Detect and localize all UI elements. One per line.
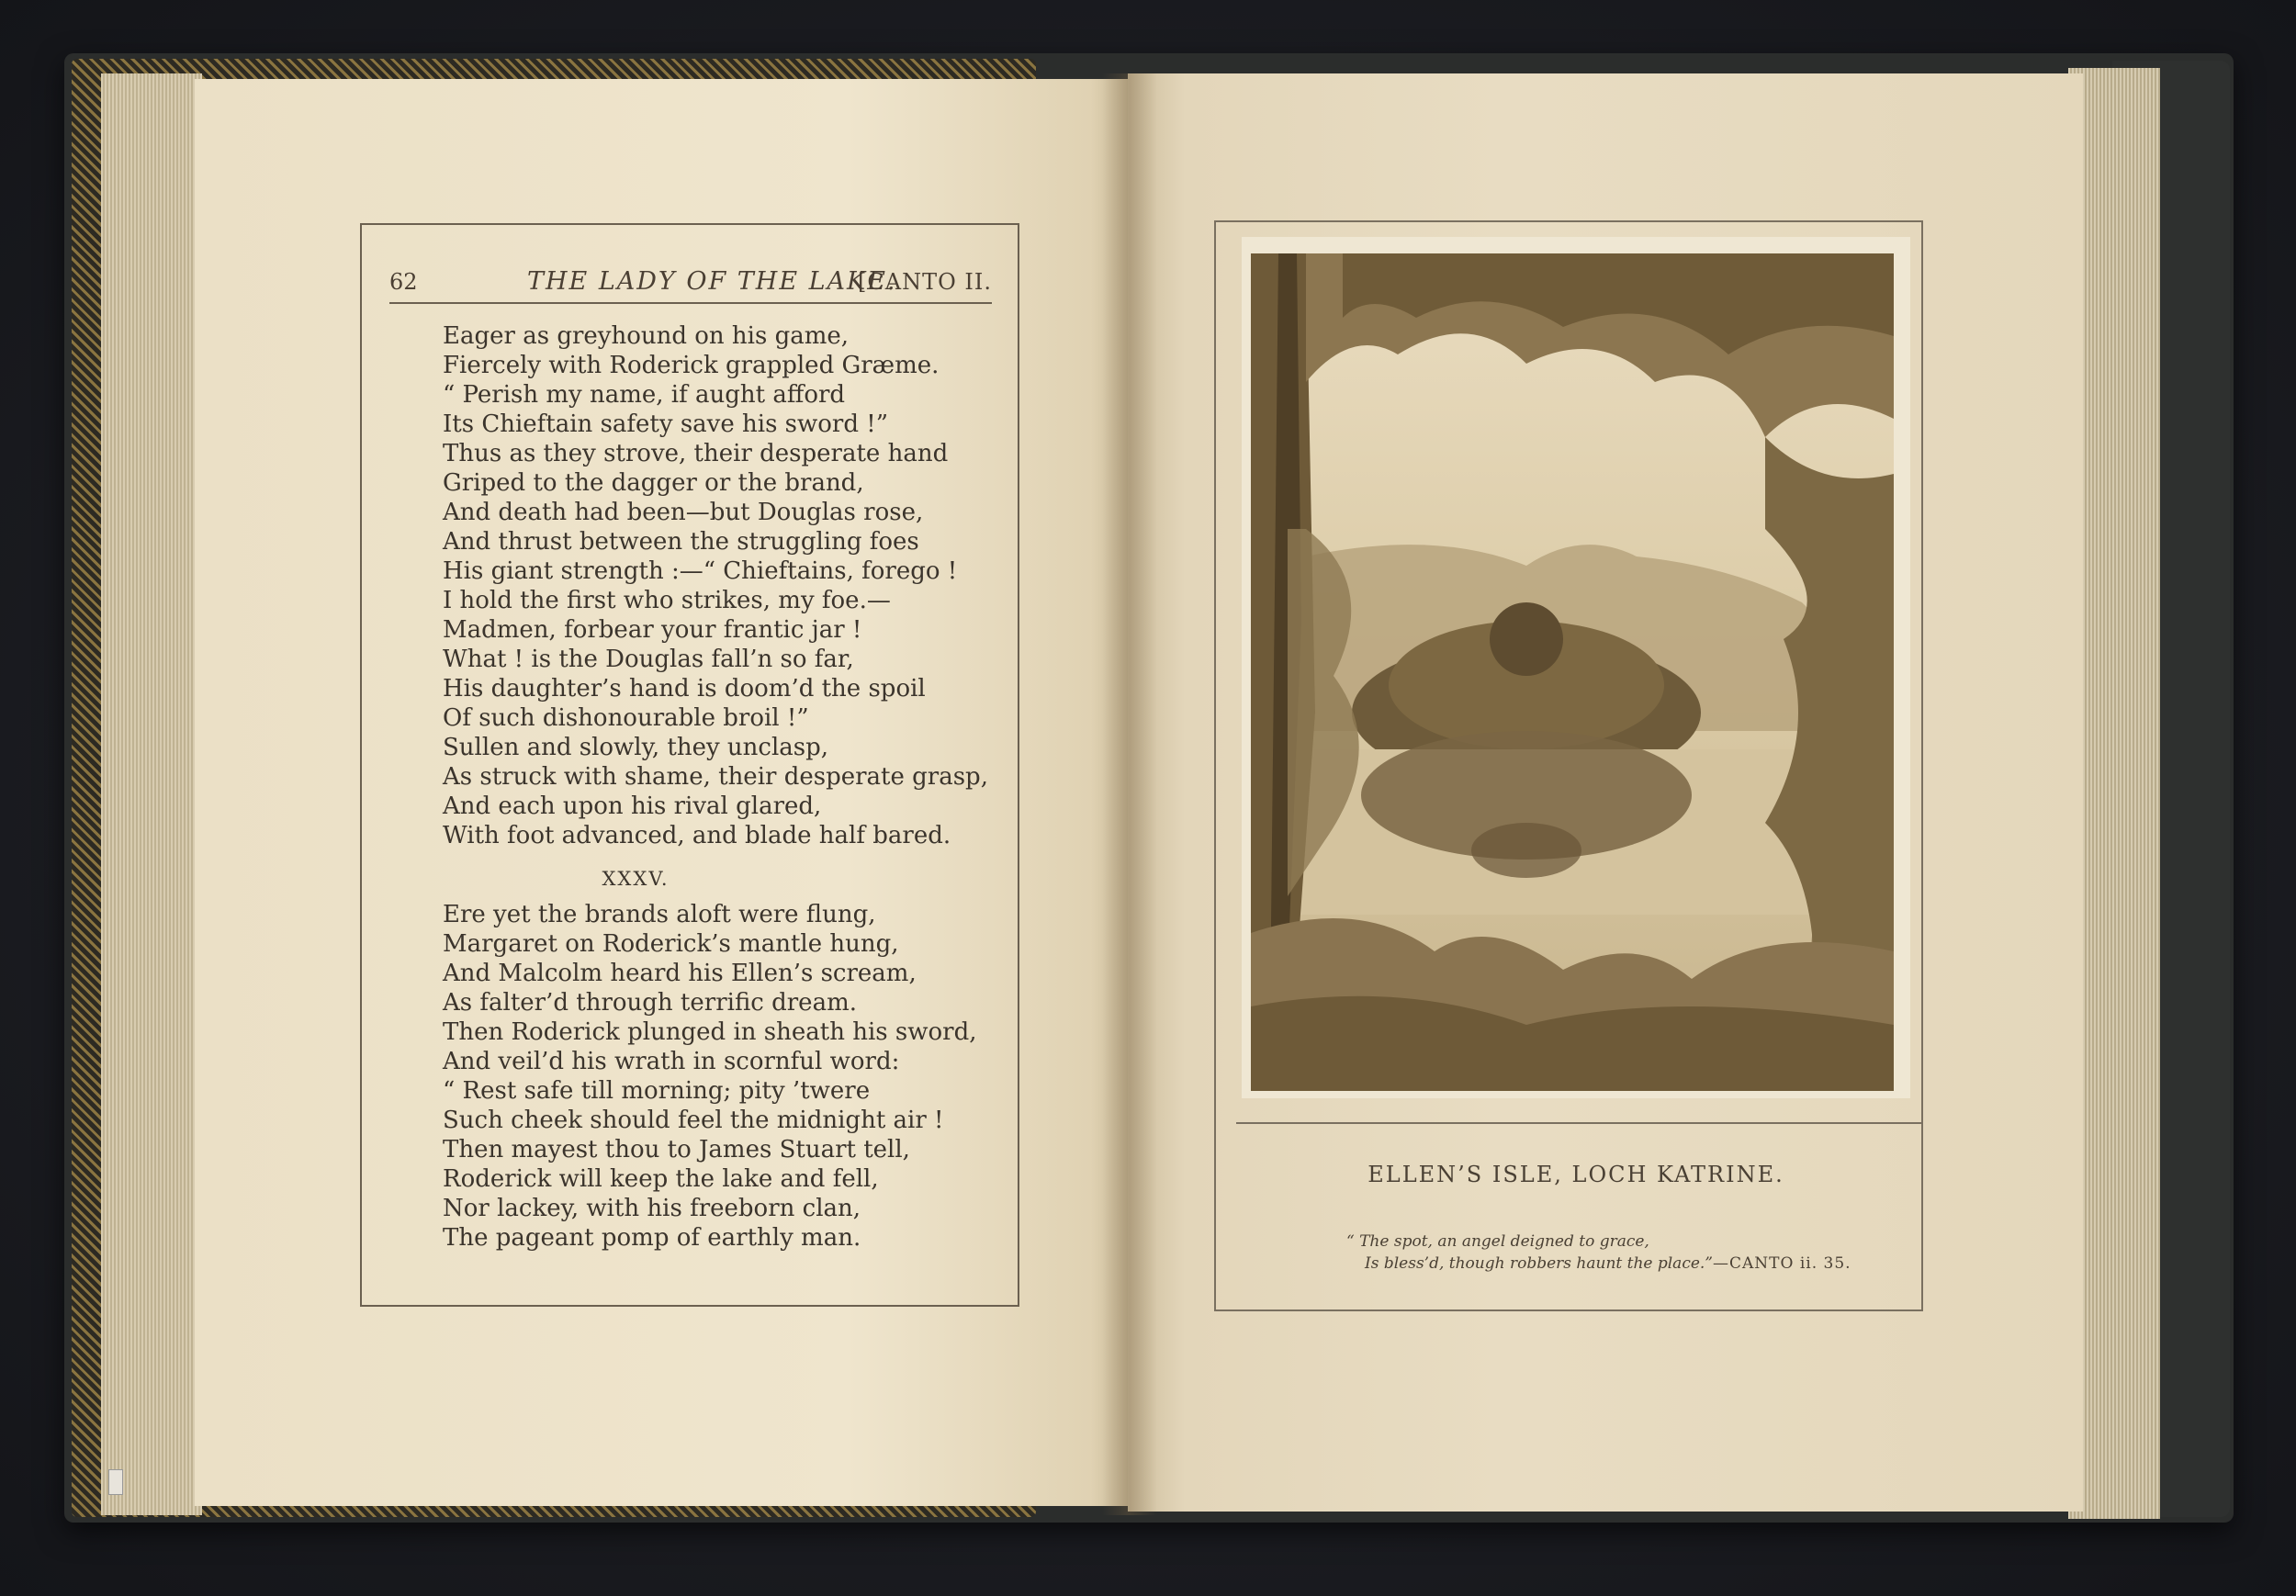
page-number: 62 [389,269,418,295]
landscape-photo-image [1251,253,1894,1091]
poem-line: Sullen and slowly, they unclasp, [443,734,829,761]
poem-line: Madmen, forbear your frantic jar ! [443,616,862,644]
poem-line: Ere yet the brands aloft were flung, [443,901,876,928]
poem-line: As falter’d through terrific dream. [443,989,857,1017]
poem-line: With foot advanced, and blade half bared. [443,822,951,849]
running-title: THE LADY OF THE LAKE. [527,267,897,296]
poem-line: As struck with shame, their desperate grasp, [443,763,988,791]
poem-line: Such cheek should feel the midnight air ! [443,1107,944,1134]
bookmark-tab [108,1469,123,1495]
poem-text [443,321,994,1253]
poem-line: And thrust between the struggling foes [443,528,919,556]
poem-line: Then mayest thou to James Stuart tell, [443,1136,910,1163]
quote-reference: —CANTO ii. 35. [1713,1254,1851,1273]
poem-line: Margaret on Roderick’s mantle hung, [443,930,899,958]
plate-caption: ELLEN’S ISLE, LOCH KATRINE. [1367,1162,1784,1187]
poem-line: Of such dishonourable broil !” [443,704,809,732]
plate-rule [1236,1122,1923,1124]
poem-line: I hold the first who strikes, my foe.— [443,587,891,614]
poem-line: “ Perish my name, if aught afford [443,381,846,409]
poem-line: Nor lackey, with his freeborn clan, [443,1195,861,1222]
poem-line: Then Roderick plunged in sheath his sword, [443,1018,977,1046]
poem-line: Fiercely with Roderick grappled Græme. [443,352,940,379]
text-frame [360,223,1019,1307]
poem-line: Griped to the dagger or the brand, [443,469,864,497]
poem-line: His giant strength :—“ Chieftains, forego ! [443,557,958,585]
poem-line: Thus as they strove, their desperate hand [443,440,949,467]
landscape-photograph [1251,253,1894,1091]
quote-line-2-text: Is bless’d, though robbers haunt the place.” [1365,1254,1713,1273]
poem-line: Its Chieftain safety save his sword !” [443,410,888,438]
stanza-number: XXXV. [602,868,670,890]
poem-line: “ Rest safe till morning; pity ’twere [443,1077,871,1105]
poem-line: And death had been—but Douglas rose, [443,499,924,526]
poem-line: And veil’d his wrath in scornful word: [443,1048,900,1075]
poem-line: And Malcolm heard his Ellen’s scream, [443,960,917,987]
quote-line-1: “ The spot, an angel deigned to grace, [1346,1232,1649,1251]
canto-marker: [CANTO II. [858,269,992,295]
left-page-edges [101,73,202,1515]
running-head [389,265,992,304]
stanza-2 [443,900,994,1253]
book-gutter [1102,73,1157,1515]
poem-line: Eager as greyhound on his game, [443,322,850,350]
poem-line: Roderick will keep the lake and fell, [443,1165,879,1193]
poem-line: His daughter’s hand is doom’d the spoil [443,675,926,702]
quote-line-2 [1346,1253,1916,1275]
poem-line: And each upon his rival glared, [443,792,822,820]
plate-quote [1346,1231,1916,1275]
poem-line: The pageant pomp of earthly man. [443,1224,861,1252]
poem-line: What ! is the Douglas fall’n so far, [443,646,854,673]
stanza-1 [443,321,994,850]
